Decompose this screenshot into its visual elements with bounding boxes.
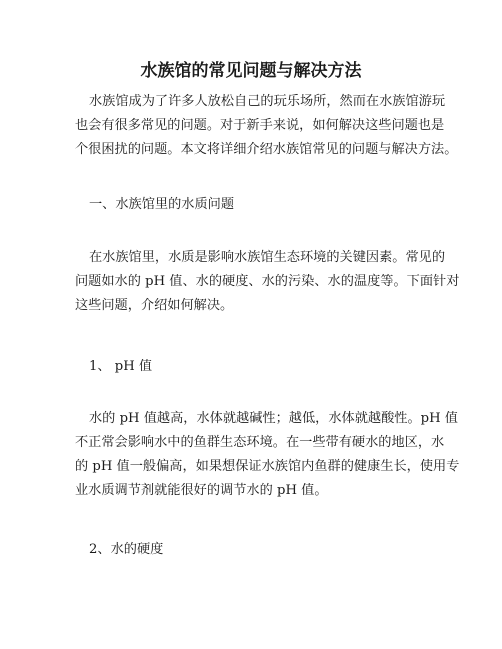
item1-line-1: 水的 pH 值越高，水体就越碱性；越低，水体就越酸性。pH 值 [89, 411, 458, 426]
section-heading-water-quality: 一、水族馆里的水质问题 [89, 197, 235, 212]
intro-line-3: 个很困扰的问题。本文将详细介绍水族馆常见的问题与解决方法。 [75, 142, 458, 157]
intro-line-1: 水族馆成为了许多人放松自己的玩乐场所，然而在水族馆游玩 [89, 94, 446, 109]
intro-line-2: 也会有很多常见的问题。对于新手来说，如何解决这些问题也是 [75, 118, 445, 133]
item1-line-4: 业水质调节剂就能很好的调节水的 pH 值。 [75, 483, 328, 498]
item-heading-hardness: 2、水的硬度 [89, 542, 164, 557]
item1-line-3: 的 pH 值一般偏高，如果想保证水族馆内鱼群的健康生长，使用专 [75, 459, 460, 474]
document-title: 水族馆的常见问题与解决方法 [140, 61, 362, 81]
section1-line-3: 这些问题，介绍如何解决。 [75, 298, 234, 313]
section1-line-2: 问题如水的 pH 值、水的硬度、水的污染、水的温度等。下面针对 [75, 274, 460, 289]
item-heading-ph: 1、 pH 值 [89, 359, 153, 374]
item1-line-2: 不正常会影响水中的鱼群生态环境。在一些带有硬水的地区，水 [75, 435, 445, 450]
section1-line-1: 在水族馆里，水质是影响水族馆生态环境的关键因素。常见的 [89, 250, 446, 265]
